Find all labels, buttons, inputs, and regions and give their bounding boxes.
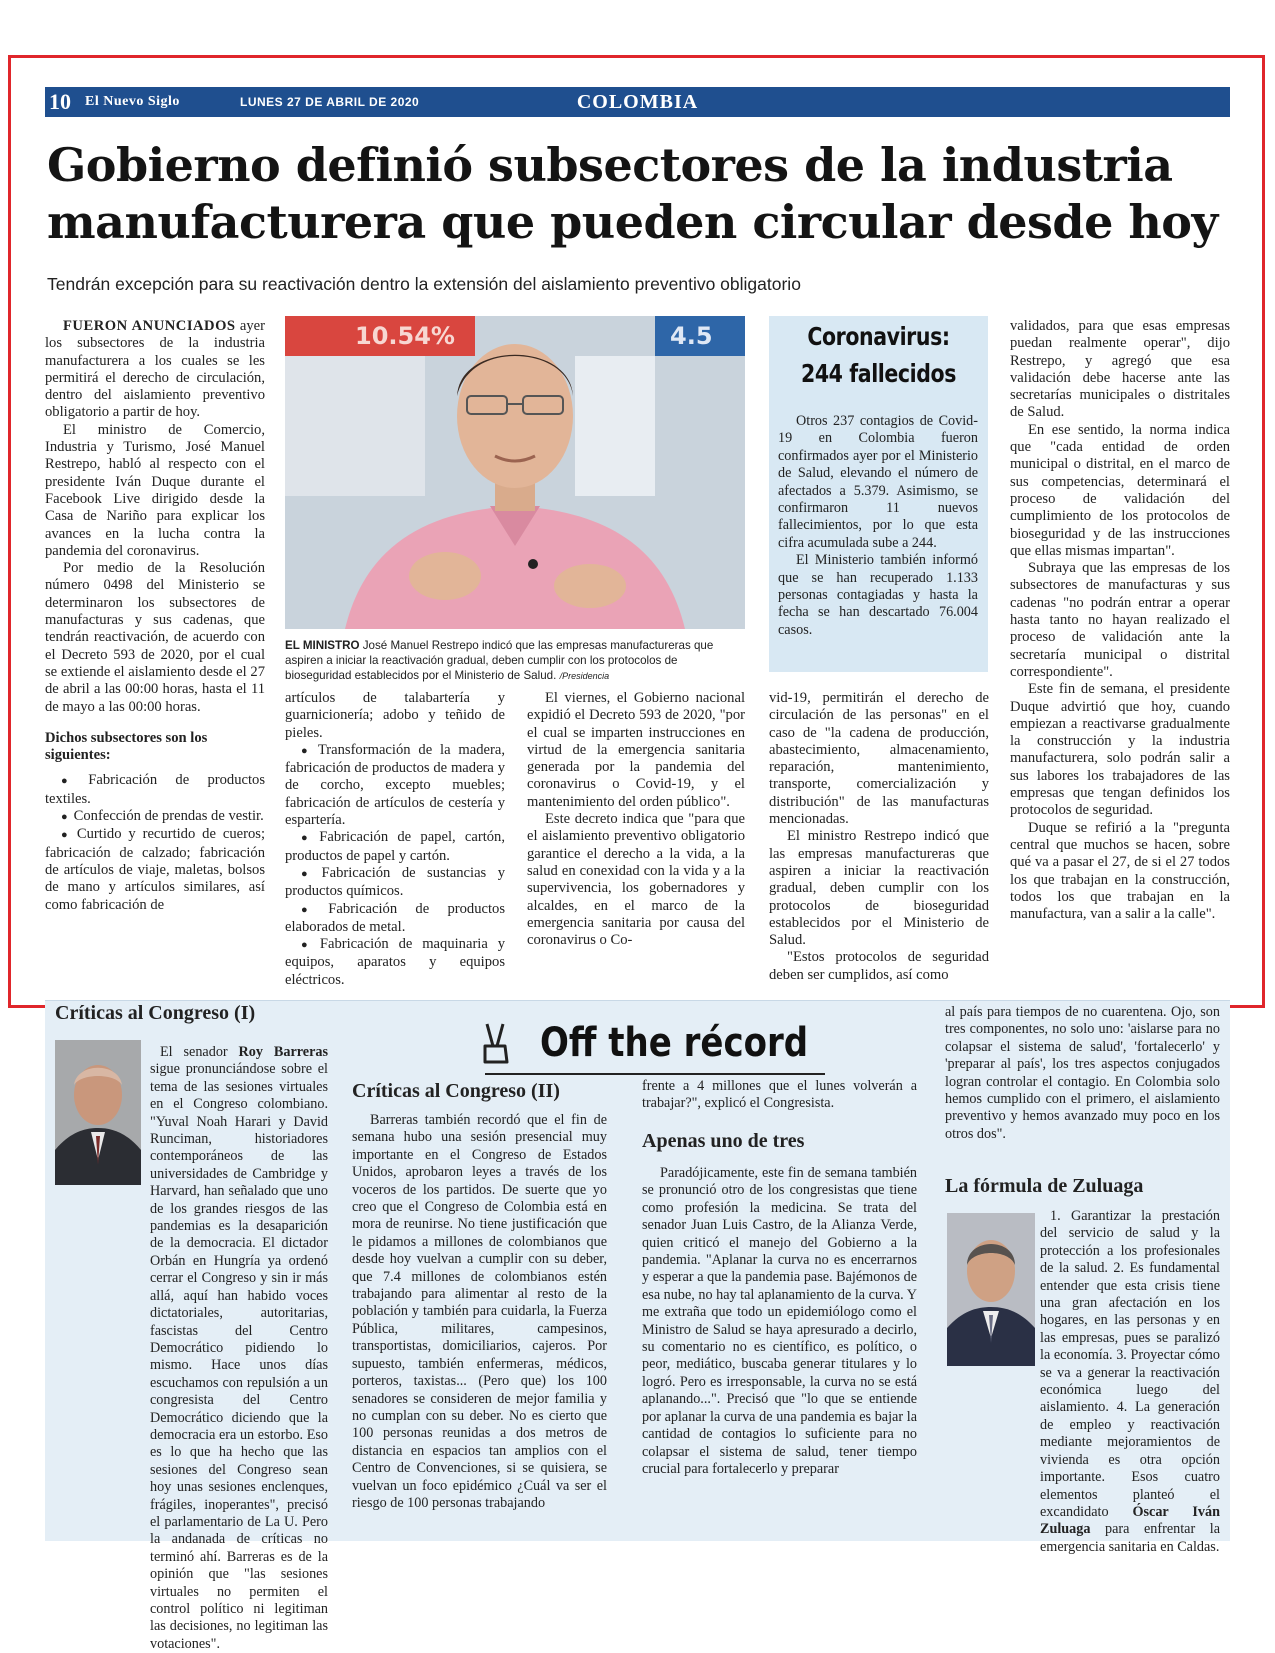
- paragraph: artículos de talabartería y guarnicionería; adobo y teñido de pieles.: [285, 690, 505, 741]
- caption-text: José Manuel Restrepo indicó que las empresas manufactureras que aspiren a iniciar la reactivación gradual, deben cumplir con los protocolos de bioseguridad establecidos por el Ministerio de Salud.: [285, 639, 714, 682]
- paragraph: "Estos protocolos de seguridad deben ser cumplidos, así como: [769, 949, 989, 983]
- photo-screen-text-1: 10.54%: [355, 322, 455, 350]
- subsection-heading: Dichos subsectores son los siguientes:: [45, 729, 208, 764]
- person-name: Óscar Iván Zuluaga: [1040, 1503, 1221, 1538]
- photo-illustration: [285, 316, 745, 629]
- off-the-record-title: Off the récord: [540, 1020, 809, 1066]
- list-item: ● Curtido y recurtido de cueros; fabricación de calzado; fabricación de artículos de viaje, maletas, bolsos de mano y artículos similares, así como fabricación de: [45, 826, 265, 913]
- section-header-bar: [45, 87, 1230, 117]
- subheadline: Tendrán excepción para su reactivación dentro la extensión del aislamiento preventivo obligatorio: [47, 274, 801, 294]
- headline: [47, 137, 1237, 251]
- list-item: ● Fabricación de maquinaria y equipos, aparatos y equipos eléctricos.: [285, 936, 505, 989]
- paragraph: Este fin de semana, el presidente Duque advirtió que hoy, cuando empiezan a reactivarse gradualmente la construcción y la industria manufacturera, solo podrán salir a sus labores los trabajadores de las empresas que tengan definidos los protocolos de seguridad.: [1010, 681, 1230, 819]
- section-2-body: [352, 1112, 607, 1512]
- article-lead: FUERON ANUNCIADOS: [63, 318, 236, 334]
- list-item: ● Fabricación de papel, cartón, productos de papel y cartón.: [285, 829, 505, 865]
- paragraph: En ese sentido, la norma indica que "cada entidad de orden municipal o distrital, en el marco de sus competencias, determinará el proceso de validación del cumplimiento de los protocolos de bioseguridad y de las instrucciones que ellas mismas impartan".: [1010, 421, 1230, 559]
- section-name: COLOMBIA: [576, 91, 699, 113]
- paragraph: El ministro Restrepo indicó que las empresas manufactureras que aspiren a iniciar la reactivación gradual, deben cumplir con los protocolos de bioseguridad establecidos por el Ministerio de Salud.: [769, 828, 989, 949]
- sidebox-title: [789, 318, 969, 392]
- section-3-continued: [945, 1004, 1220, 1143]
- list-item: ● Confección de prendas de vestir.: [45, 808, 265, 826]
- list-item: ● Fabricación de productos elaborados de metal.: [285, 901, 505, 937]
- person-name: Roy Barreras: [238, 1044, 328, 1060]
- paragraph: El Ministerio también informó que se han recuperado 1.133 personas contagiadas y hasta la fecha se han descartado 76.004 casos.: [778, 552, 978, 638]
- list-item: ● Fabricación de productos textiles.: [45, 772, 265, 808]
- article-column-1: [45, 318, 265, 914]
- article-column-4: [769, 690, 989, 984]
- sidebox-title-line-1: Coronavirus:: [807, 322, 950, 351]
- photo-credit: /Presidencia: [559, 671, 610, 681]
- paragraph: El ministro de Comercio, Industria y Turismo, José Manuel Restrepo, habló al respecto con el presidente Iván Duque durante el Facebook Live dirigido desde la Casa de Nariño para explicar los avances en la lucha contra la pandemia del coronavirus.: [45, 421, 265, 559]
- article-column-5: [1010, 318, 1230, 923]
- paragraph: Otros 237 contagios de Covid-19 en Colombia fueron confirmados ayer por el Ministerio de Salud, elevando el número de afectados a 5.379. Asimismo, se confirmaron 11 nuevos fallecimientos, por lo que esta cifra acumulada sube a 244.: [778, 413, 978, 551]
- sidebox-body: [778, 413, 978, 639]
- issue-date: LUNES 27 DE ABRIL DE 2020: [240, 95, 420, 109]
- paragraph: ayer los subsectores de la industria manufacturera a los cuales se les permitirá el derecho de circulación, dentro del aislamiento preventivo obligatorio a partir de hoy.: [45, 318, 265, 421]
- paragraph: El viernes, el Gobierno nacional expidió el Decreto 593 de 2020, "por el cual se imparten instrucciones en virtud de la emergencia sanitaria generada por la pandemia del coronavirus o Covid-19, y el mantenimiento del orden público".: [527, 690, 745, 810]
- sidebox-title-line-2: 244 fallecidos: [800, 359, 957, 388]
- caption-lead: EL MINISTRO: [285, 639, 360, 652]
- paragraph: Paradójicamente, este fin de semana también se pronunció otro de los congresistas que tiene como profesión la medicina. Se trata del senador Juan Luis Castro, de la Alianza Verde, quien criticó el manejo del Gobierno a la pandemia. "Aplanar la curva no es encerrarnos y esperar a que la pandemia pase. Bajémonos de esa nube, no hay tal aplanamiento de la curva. Y me extraña que todo un epidemiólogo como el Ministro de Salud se haya apresurado a decirlo, su comentario no es científico, es político, o peor, mediático, buscaba generar titulares y lo logró. Pero es irresponsable, la curva no se está aplanando...". Precisó que "lo que se entiende por aplanar la curva de una pandemia es bajar la cantidad de contagios lo suficiente para no colapsar el sistema de salud, tener tiempo crucial para fortalecerlo y preparar: [642, 1165, 917, 1477]
- photo-screen-text-2: 4.5: [670, 322, 713, 350]
- paragraph: Subraya que las empresas de los subsectores de manufacturas y sus cadenas "no podrán entrar a operar hasta tanto no hayan realizado el proceso de validación ante la secretaría municipal o distrital correspondiente".: [1010, 560, 1230, 680]
- list-item: ● Fabricación de sustancias y productos químicos.: [285, 865, 505, 901]
- victory-hand-icon: [475, 1020, 515, 1072]
- page-number: 10: [49, 89, 71, 114]
- paragraph: al país para tiempos de no cuarentena. Ojo, son tres componentes, no solo uno: 'aislarse para no colapsar el sistema de salud', 'fortalecerlo' y 'preparar al país', los tres aspectos conjugados logran controlar el contagio. En Colombia solo hemos cumplido con el primero, el aislamiento preventivo y hemos avanzado muy poco en los otros dos".: [945, 1004, 1220, 1142]
- article-column-3: [527, 690, 745, 949]
- paragraph: Barreras también recordó que el fin de semana hubo una sesión presencial muy importante en el Congreso de Estados Unidos, aprobaron leyes a través de los voceros de los partidos. De suerte que yo creo que el Congreso de Colombia está en mora de reunirse. No tiene justificación que le pidamos a millones de colombianos que desde hoy vuelvan a cumplir con su deber, que 7.4 millones de colombianos estén trabajando para alimentar al resto de la población y también para cuidarla, la Fuerza Pública, militares, campesinos, transportistas, domiciliarios, cajeros. Por supuesto, también enfermeras, médicos, porteros, taxistas... (Pero que) los 100 senadores se consideren de mejor familia y no cumplan con su deber. No es cierto que 100 personas reunidas a dos metros de distancia en espacios tan amplios con el Centro de Convenciones, si se quisiera, se vuelvan un foco epidémico ¿Cuál va ser el riesgo de 100 personas trabajando: [352, 1112, 607, 1511]
- section-1-body: El senador Roy Barreras sigue pronunciándose sobre el tema de las sesiones virtuales en el Congreso colombiano. "Yuval Noah Harari y David Runciman, historiadores contemporáneos de las universidades de Cambridge y Harvard, han señalado que uno de los grandes riesgos de las pandemias es la desaparición de la democracia. El dictador Orbán en Hungría ya ordenó cerrar el Congreso y sin ir más allá, aquí han habido voces dictatoriales, autoritarias, fascistas del Centro Democrático pidiendo lo mismo. Hace unos días escuchamos con repulsión a un congresista del Centro Democrático diciendo que la democracia era un estorbo. Eso es lo que ha hecho que las sesiones del Congreso sean hoy unas sesiones enclenques, frágiles, inoperantes", precisó el parlamentario de La U. Pero la andanada de críticas no terminó ahí. Barreras es de la opinión que "las sesiones virtuales no permiten el control político ni legitiman las decisiones, no legitiman las votaciones".: [150, 1044, 328, 1652]
- paragraph: Este decreto indica que "para que el aislamiento preventivo obligatorio garantice el derecho a la vida, a la salud en conexidad con la vida y a la supervivencia, los gobernadores y alcaldes, en el marco de la emergencia sanitaria por causa del coronavirus o Co-: [527, 811, 745, 949]
- paragraph: vid-19, permitirán el derecho de circulación de las personas" en el caso de "la cadena de producción, abastecimiento, almacenamiento, reparación, mantenimiento, transporte, comercialización y distribución" de las manufacturas mencionadas.: [769, 690, 989, 828]
- section-heading: Críticas al Congreso (II): [352, 1080, 560, 1102]
- section-heading: Apenas uno de tres: [642, 1130, 805, 1152]
- list-item: ● Transformación de la madera, fabricación de productos de madera y de corcho, excepto muebles; fabricación de artículos de cestería y espartería.: [285, 742, 505, 829]
- paragraph: validados, para que esas empresas puedan realmente operar", dijo Restrepo, y agregó que esa validación debe hacerse ante las secretarías municipales o distritales de Salud.: [1010, 318, 1230, 421]
- section-4-body: 1. Garantizar la prestación del servicio de salud y la protección a los profesionales de la salud. 2. Es fundamental entender que esta crisis tiene una gran afectación en los hogares, en las personas y en las empresas, pues se paralizó la economía. 3. Proyectar cómo se va a generar la reactivación económica luego del aislamiento. 4. La generación de empleo y reactivación mediante mejoramientos de vivienda es otra opción importante. Esos cuatro elementos planteó el excandidato Óscar Iván Zuluaga para enfrentar la emergencia sanitaria en Caldas.: [1040, 1208, 1221, 1555]
- paragraph: Por medio de la Resolución número 0498 del Ministerio se determinaron los subsectores de manufacturas y sus cadenas, que tendrán reactivación, de acuerdo con el Decreto 593 de 2020, por el cual se extiende el aislamiento desde el 27 de abril a las 00:00 horas, hasta el 11 de mayo a las 00:00 horas.: [45, 560, 265, 715]
- title-underline: [485, 1073, 825, 1075]
- article-column-2: [285, 690, 505, 989]
- section-heading: Críticas al Congreso (I): [55, 1002, 256, 1024]
- paragraph: frente a 4 millones que el lunes volverán a trabajar?", explicó el Congresista.: [642, 1078, 917, 1112]
- minister-photo: [285, 316, 745, 629]
- section-heading: La fórmula de Zuluaga: [945, 1175, 1144, 1197]
- section-3-body: [642, 1165, 917, 1478]
- section-2-continued: [642, 1078, 917, 1113]
- headline-line-2: manufacturera que pueden circular desde hoy: [47, 195, 1218, 249]
- masthead: El Nuevo Siglo: [85, 94, 180, 109]
- photo-caption: [285, 638, 745, 684]
- headline-line-1: Gobierno definió subsectores de la industria: [47, 138, 1173, 192]
- paragraph: Duque se refirió a la "pregunta central que muchos se hacen, sobre qué va a pasar el 27, de si el 27 todos los que trabajan en la construcción, todos los que trabajan en la manufactura, van a salir a la calle".: [1010, 819, 1230, 923]
